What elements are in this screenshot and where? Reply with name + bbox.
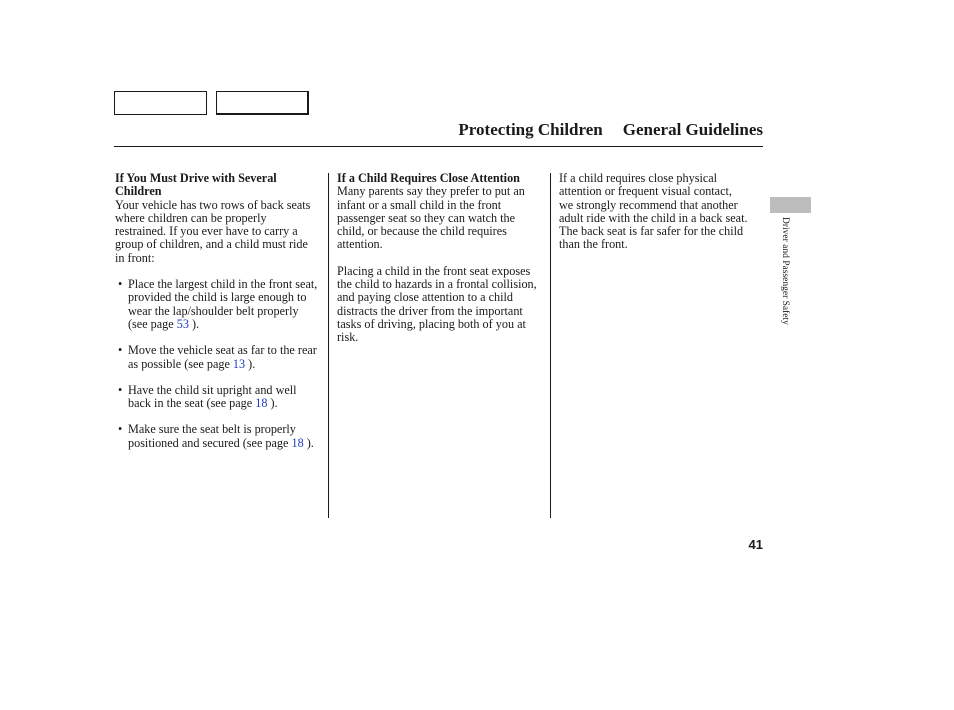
nav-button-previous[interactable] [114,91,207,115]
section-tab-label: Driver and Passenger Safety [780,217,790,325]
bullet-list [115,278,320,450]
section-title: Protecting Children [458,120,603,139]
column-2 [337,172,544,345]
list-item: • Make sure the seat belt is properly positioned and secured (see page 18 ). [118,422,314,450]
bullet-icon: • [118,382,123,397]
column-1-heading: If You Must Drive with Several Children [115,171,277,199]
page-link[interactable]: 18 [291,435,304,450]
list-item: • Place the largest child in the front seat, provided the child is large enough to wear the lap/shoulder belt properly (see page 53 ). [118,277,318,331]
column-3 [559,172,749,252]
bullet-icon: • [118,422,123,437]
list-item: • Move the vehicle seat as far to the rear as possible (see page 13 ). [118,343,317,371]
column-3-paragraph-1: If a child requires close physical attention or frequent visual contact, we strongly recommend that another adult ride with the child in a back seat. The back seat is far safer for the child than the front. [559,171,748,252]
column-divider [550,173,551,518]
column-2-paragraph-2: Placing a child in the front seat exposes the child to hazards in a frontal collision, and paying close attention to a child distracts the driver from the important tasks of driving, placing both of you at risk. [337,263,537,345]
page-link[interactable]: 18 [255,396,268,411]
list-item: • Have the child sit upright and well back in the seat (see page 18 ). [118,382,297,411]
page-header [420,120,763,140]
nav-button-next[interactable] [216,91,309,115]
bullet-icon: • [118,277,123,292]
bullet-icon: • [118,343,123,358]
column-1-intro: Your vehicle has two rows of back seats where children can be properly restrained. If you ever have to carry a group of children, and a child must ride in front: [115,197,311,265]
column-2-paragraph-1: Many parents say they prefer to put an infant or a small child in the front passenger seat so they can watch the child, or because the child requires attention. [337,184,525,252]
column-divider [328,173,329,518]
column-1 [115,172,320,463]
page-link[interactable]: 53 [176,316,189,331]
page-number: 41 [748,537,763,552]
topic-title: General Guidelines [622,120,763,139]
header-rule [114,146,763,147]
column-2-heading: If a Child Requires Close Attention [337,171,520,185]
section-tab[interactable] [770,197,811,213]
page-link[interactable]: 13 [232,356,246,371]
